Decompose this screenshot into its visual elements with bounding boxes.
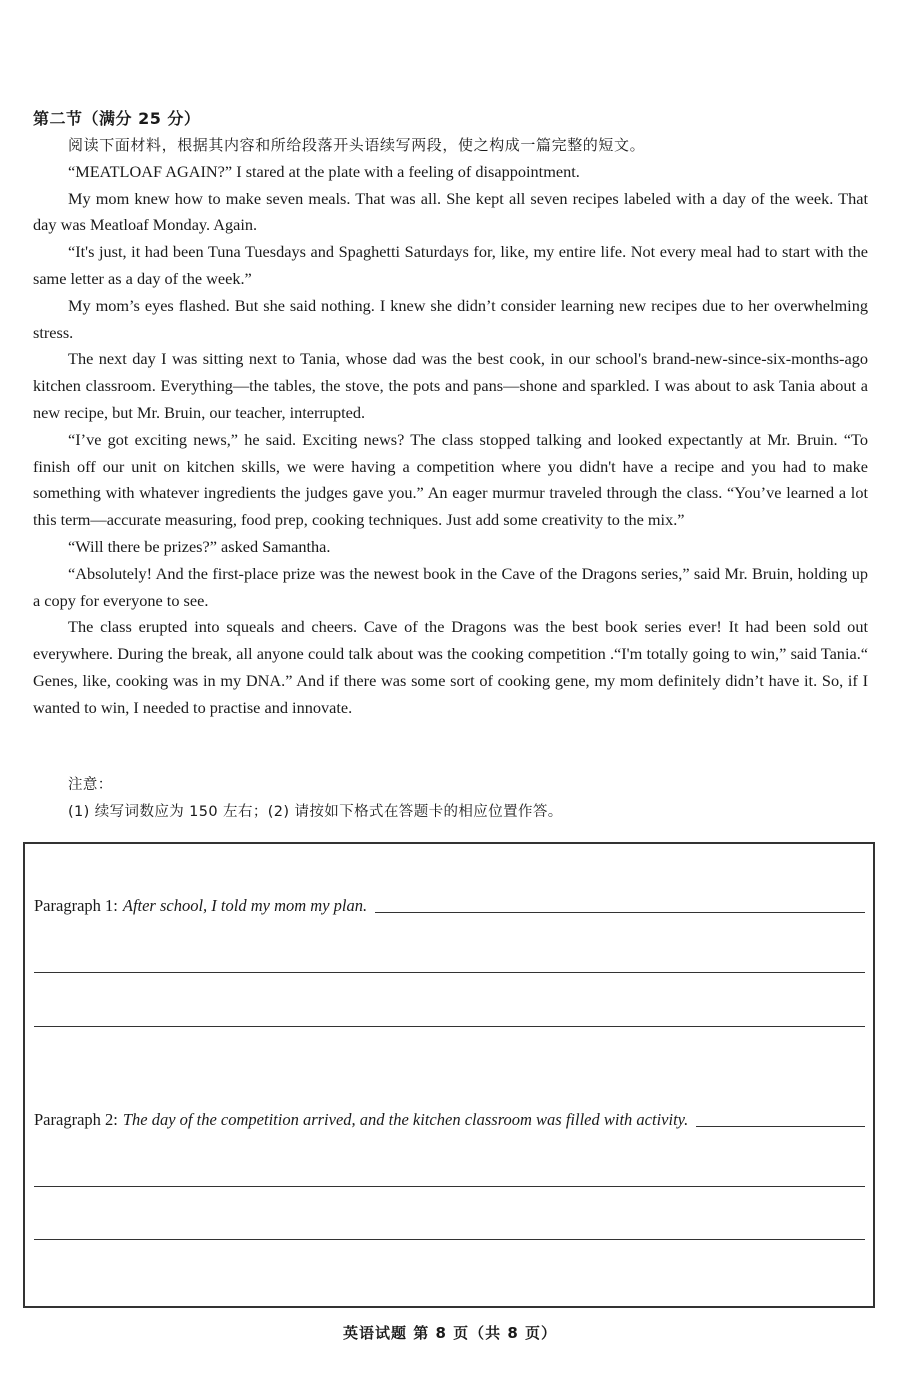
paragraph-1-label: Paragraph 1: <box>34 896 118 915</box>
writing-line[interactable] <box>34 972 865 973</box>
paragraph-1-prompt: After school, I told my mom my plan. <box>122 896 368 915</box>
notes-section <box>68 772 563 826</box>
page-footer: 英语试题 第 8 页（共 8 页） <box>343 1324 557 1342</box>
passage-paragraph: My mom’s eyes flashed. But she said nothing. I knew she didn’t consider learning new recipes due to her overwhelming stress. <box>33 295 868 342</box>
reading-passage <box>33 132 868 722</box>
writing-line[interactable] <box>34 1239 865 1240</box>
passage-paragraph: “MEATLOAF AGAIN?” I stared at the plate with a feeling of disappointment. <box>68 161 580 181</box>
passage-paragraph: The next day I was sitting next to Tania, whose dad was the best cook, in our school's brand-new-since-six-months-ago kitchen classroom. Everything—the tables, the stove, the pots and pans—shone and sparkled. I was about to ask Tania about a new recipe, but Mr. Bruin, our teacher, interrupted. <box>33 349 868 422</box>
instruction-text: 阅读下面材料，根据其内容和所给段落开头语续写两段，使之构成一篇完整的短文。 <box>68 136 646 154</box>
writing-line[interactable] <box>34 1026 865 1027</box>
passage-paragraph: “Absolutely! And the first-place prize was the newest book in the Cave of the Dragons series,” said Mr. Bruin, holding up a copy for everyone to see. <box>33 563 868 610</box>
paragraph-2-label: Paragraph 2: <box>34 1110 118 1129</box>
paragraph-2-writing-line[interactable] <box>696 1125 865 1127</box>
passage-paragraph: The class erupted into squeals and cheers. Cave of the Dragons was the best book series ever! It had been sold out everywhere. During the break, all anyone could talk about was the cooking competition .“I'm totally going to win,” said Tania.“ Genes, like, cooking was in my DNA.” And if there was some sort of cooking gene, my mom definitely didn’t have it. So, if I wanted to win, I needed to practise and innovate. <box>33 617 868 717</box>
passage-paragraph: “Will there be prizes?” asked Samantha. <box>68 536 331 556</box>
notes-content: (1) 续写词数应为 150 左右；(2) 请按如下格式在答题卡的相应位置作答。 <box>68 804 563 820</box>
paragraph-1-writing-line[interactable] <box>375 911 865 913</box>
passage-paragraph: My mom knew how to make seven meals. That was all. She kept all seven recipes labeled with a day of the week. That day was Meatloaf Monday. Again. <box>33 188 868 235</box>
answer-box <box>23 842 875 1308</box>
notes-heading: 注意： <box>68 777 113 793</box>
paragraph-2-prompt: The day of the competition arrived, and the kitchen classroom was filled with activity. <box>122 1110 689 1129</box>
paragraph-1-line <box>34 896 865 916</box>
paragraph-2-line <box>34 1110 865 1130</box>
passage-paragraph: “It's just, it had been Tuna Tuesdays and Spaghetti Saturdays for, like, my entire life. Not every meal had to start with the same letter as a day of the week.” <box>33 242 868 288</box>
section-title: 第二节（满分 25 分） <box>33 109 201 128</box>
passage-paragraph: “I’ve got exciting news,” he said. Exciting news? The class stopped talking and looked expectantly at Mr. Bruin. “To finish off our unit on kitchen skills, we were having a competition where you didn't have a recipe and you had to make something with whatever ingredients the judges gave you.” An eager murmur traveled through the class. “You’ve learned a lot this term—accurate measuring, food prep, cooking techniques. Just add some creativity to the mix.” <box>33 429 868 530</box>
writing-line[interactable] <box>34 1186 865 1187</box>
